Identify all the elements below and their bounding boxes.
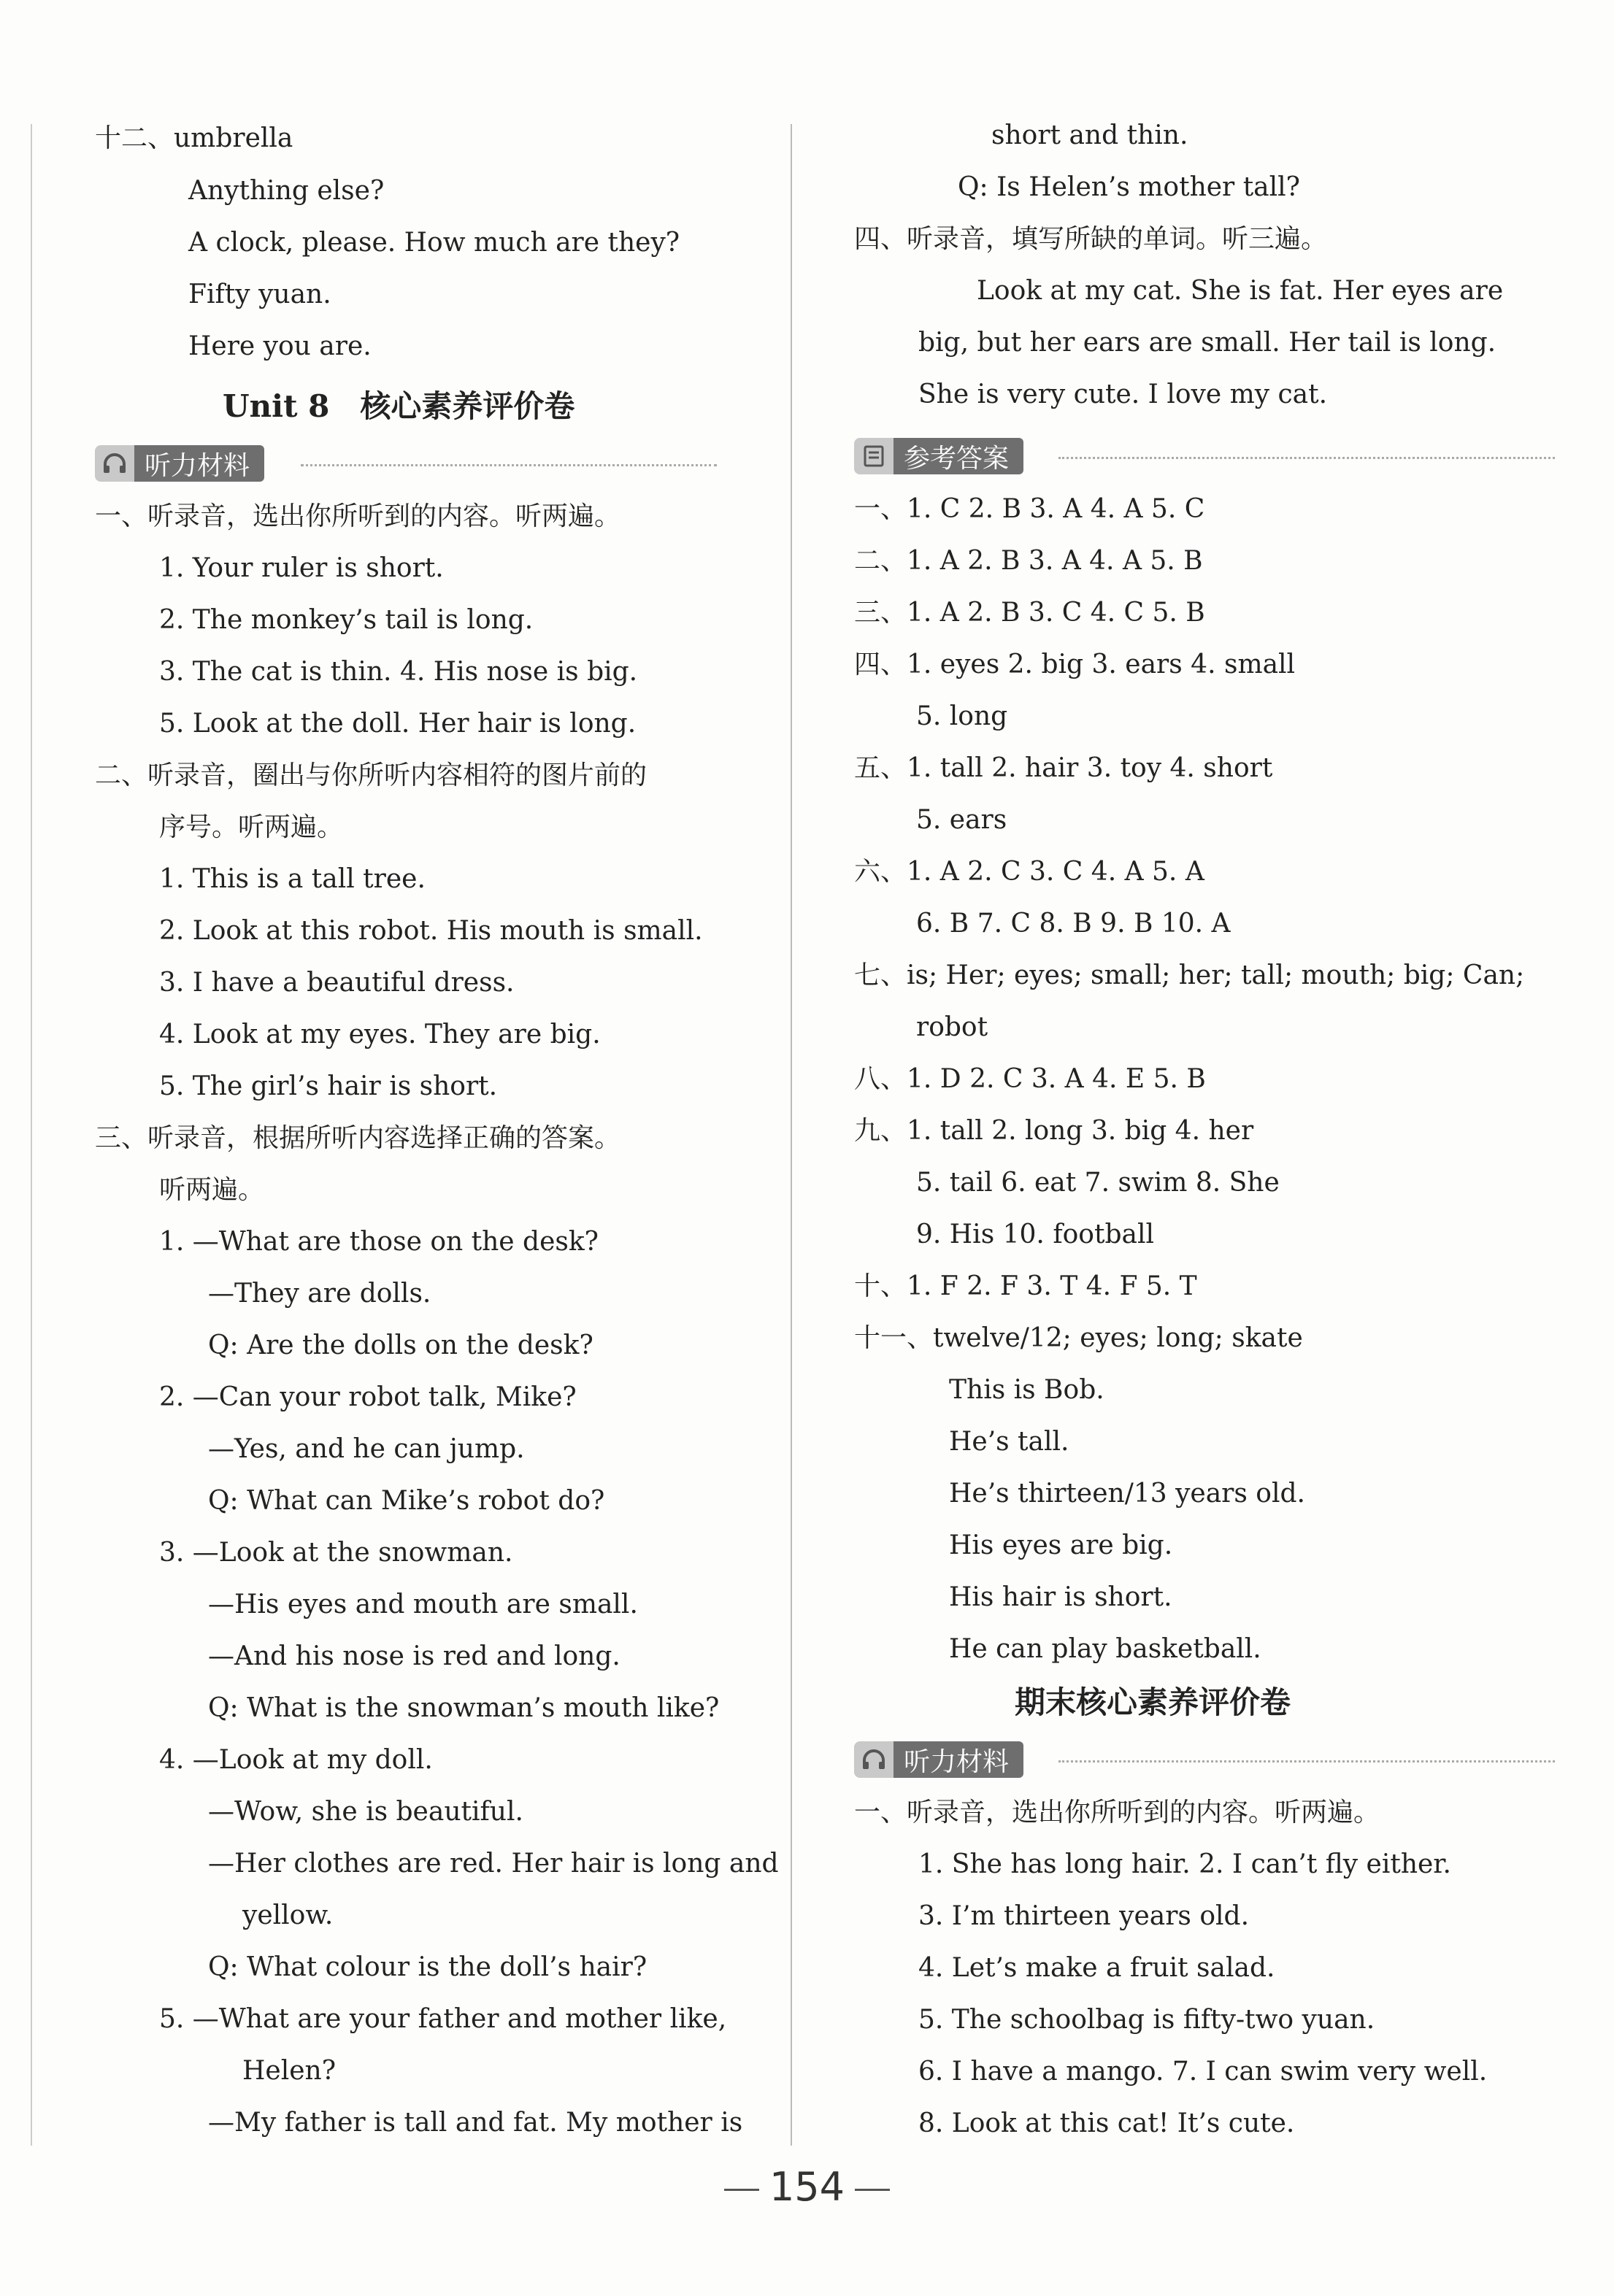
q3-line: —Her clothes are red. Her hair is long and — [208, 1849, 779, 1879]
section12-line: 十二、umbrella — [95, 123, 293, 153]
q2-heading: 序号。听两遍。 — [159, 812, 344, 842]
answer-line: His hair is short. — [949, 1582, 1172, 1612]
q3-line: yellow. — [242, 1900, 334, 1930]
page-number — [0, 2164, 1614, 2210]
q3-line: 1. —What are those on the desk? — [159, 1227, 599, 1257]
q1-item: 2. The monkey’s tail is long. — [159, 605, 534, 635]
q3-heading: 听两遍。 — [159, 1175, 265, 1205]
answer-line: 四、1. eyes 2. big 3. ears 4. small — [854, 650, 1296, 679]
q2-item: 4. Look at my eyes. They are big. — [159, 1020, 601, 1049]
final-q1-item: 6. I have a mango. 7. I can swim very well. — [918, 2057, 1488, 2087]
q2-item: 3. I have a beautiful dress. — [159, 968, 515, 998]
q3-cont-line: Q: Is Helen’s mother tall? — [958, 172, 1300, 202]
answers-tag — [854, 438, 1023, 474]
answer-line: 一、1. C 2. B 3. A 4. A 5. C — [854, 494, 1205, 524]
final-q1-item: 3. I’m thirteen years old. — [918, 1901, 1250, 1931]
final-q1-item: 4. Let’s make a fruit salad. — [918, 1953, 1275, 1983]
answer-line: 5. tail 6. eat 7. swim 8. She — [916, 1168, 1280, 1198]
q3-line: Q: What is the snowman’s mouth like? — [208, 1693, 720, 1723]
answer-line: 三、1. A 2. B 3. C 4. C 5. B — [854, 598, 1205, 628]
answer-line: 5. ears — [916, 805, 1007, 835]
q2-heading: 二、听录音，圈出与你所听内容相符的图片前的 — [95, 760, 647, 790]
answer-line: This is Bob. — [949, 1375, 1104, 1405]
q3-heading: 三、听录音，根据所听内容选择正确的答案。 — [95, 1123, 621, 1153]
listening-tag-label: 听力材料 — [134, 445, 264, 482]
q3-line: Q: What can Mike’s robot do? — [208, 1486, 605, 1516]
listening-tag-label: 听力材料 — [894, 1741, 1023, 1778]
section12-line: Fifty yuan. — [188, 280, 331, 309]
q2-item: 2. Look at this robot. His mouth is small. — [159, 916, 703, 946]
q3-line: 5. —What are your father and mother like, — [159, 2004, 727, 2034]
final-q1-item: 1. She has long hair. 2. I can’t fly either. — [918, 1849, 1452, 1879]
q4-heading: 四、听录音，填写所缺的单词。听三遍。 — [854, 224, 1328, 254]
answer-line: His eyes are big. — [949, 1530, 1173, 1560]
q3-line: Q: Are the dolls on the desk? — [208, 1330, 593, 1360]
answer-line: 七、is; Her; eyes; small; her; tall; mouth; big; Can; — [854, 960, 1525, 990]
left-margin-rule — [31, 124, 32, 2146]
q3-line: —And his nose is red and long. — [208, 1641, 620, 1671]
final-q1-heading: 一、听录音，选出你所听到的内容。听两遍。 — [854, 1798, 1380, 1827]
q3-line: —My father is tall and fat. My mother is — [208, 2108, 743, 2138]
answer-line: He’s thirteen/13 years old. — [949, 1479, 1305, 1509]
answer-line: 9. His 10. football — [916, 1220, 1154, 1249]
answer-line: 八、1. D 2. C 3. A 4. E 5. B — [854, 1064, 1206, 1094]
page-number-dash — [855, 2189, 890, 2191]
q3-line: —They are dolls. — [208, 1279, 431, 1309]
tag-divider — [301, 464, 717, 466]
q3-line: Helen? — [242, 2056, 337, 2086]
answer-line: 五、1. tall 2. hair 3. toy 4. short — [854, 753, 1273, 783]
q3-line: 2. —Can your robot talk, Mike? — [159, 1382, 577, 1412]
answer-line: 六、1. A 2. C 3. C 4. A 5. A — [854, 857, 1204, 887]
q1-item: 3. The cat is thin. 4. His nose is big. — [159, 657, 638, 687]
q1-item: 1. Your ruler is short. — [159, 553, 444, 583]
answer-line: He can play basketball. — [949, 1634, 1261, 1664]
final-exam-title: 期末核心素养评价卷 — [1015, 1684, 1291, 1720]
page-number-value: 154 — [769, 2164, 845, 2210]
book-icon — [854, 438, 894, 474]
answer-line: 6. B 7. C 8. B 9. B 10. A — [916, 909, 1231, 939]
answer-line: 九、1. tall 2. long 3. big 4. her — [854, 1116, 1254, 1146]
column-divider — [791, 124, 792, 2146]
answer-line: He’s tall. — [949, 1427, 1069, 1457]
tag-divider — [1058, 457, 1555, 459]
page-number-dash — [724, 2189, 759, 2191]
headphones-icon — [95, 445, 134, 482]
section12-line: Here you are. — [188, 331, 372, 361]
answer-line: 十、1. F 2. F 3. T 4. F 5. T — [854, 1271, 1197, 1301]
answer-line: 十一、twelve/12; eyes; long; skate — [854, 1323, 1303, 1353]
q4-line: She is very cute. I love my cat. — [918, 380, 1328, 409]
q3-line: —Yes, and he can jump. — [208, 1434, 525, 1464]
listening-tag — [95, 445, 264, 482]
answer-line: robot — [916, 1012, 988, 1042]
q4-line: big, but her ears are small. Her tail is long. — [918, 328, 1496, 358]
answers-tag-label: 参考答案 — [894, 438, 1023, 474]
q3-line: —His eyes and mouth are small. — [208, 1590, 638, 1619]
q3-cont-line: short and thin. — [991, 120, 1188, 150]
q2-item: 1. This is a tall tree. — [159, 864, 426, 894]
q1-item: 5. Look at the doll. Her hair is long. — [159, 709, 637, 739]
q4-line: Look at my cat. She is fat. Her eyes are — [977, 276, 1504, 306]
headphones-icon — [854, 1741, 894, 1778]
answer-line: 二、1. A 2. B 3. A 4. A 5. B — [854, 546, 1203, 576]
q3-line: —Wow, she is beautiful. — [208, 1797, 523, 1827]
answer-line: 5. long — [916, 701, 1008, 731]
q3-line: 4. —Look at my doll. — [159, 1745, 433, 1775]
q3-line: 3. —Look at the snowman. — [159, 1538, 513, 1568]
final-q1-item: 8. Look at this cat! It’s cute. — [918, 2108, 1295, 2138]
listening-tag — [854, 1741, 1023, 1778]
section12-line: A clock, please. How much are they? — [188, 228, 680, 258]
unit8-title: Unit 8 核心素养评价卷 — [223, 388, 575, 424]
section12-line: Anything else? — [188, 176, 385, 206]
final-q1-item: 5. The schoolbag is fifty-two yuan. — [918, 2005, 1375, 2035]
q2-item: 5. The girl’s hair is short. — [159, 1071, 498, 1101]
q3-line: Q: What colour is the doll’s hair? — [208, 1952, 647, 1982]
q1-heading: 一、听录音，选出你所听到的内容。听两遍。 — [95, 501, 621, 531]
tag-divider — [1058, 1760, 1555, 1763]
